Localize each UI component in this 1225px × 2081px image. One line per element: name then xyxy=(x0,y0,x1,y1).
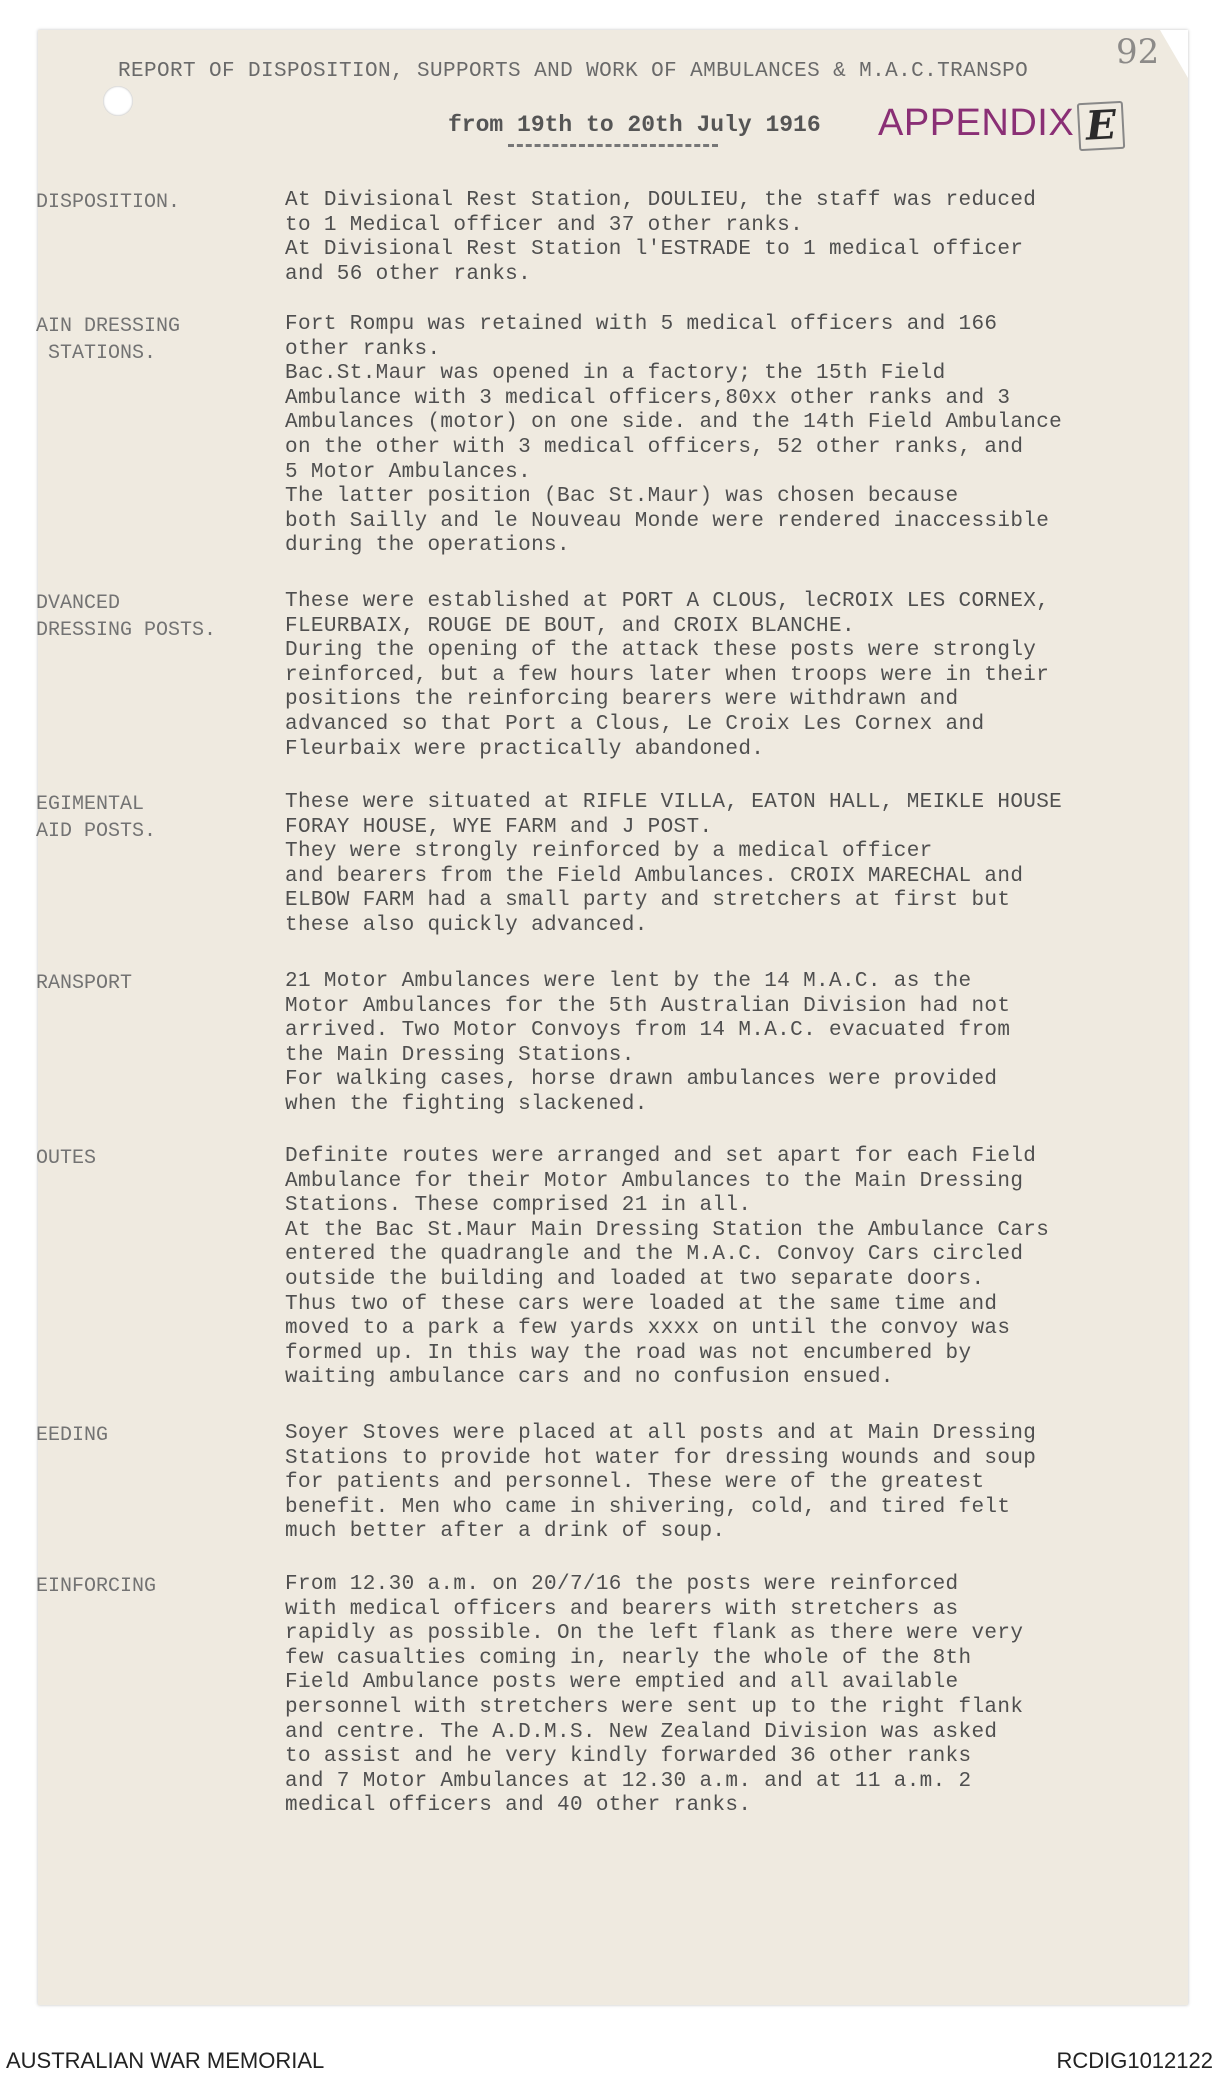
text-line: formed up. In this way the road was not encumbered by xyxy=(285,1341,972,1365)
text-line: advanced so that Port a Clous, Le Croix Les Cornex and xyxy=(285,712,985,736)
section-label: DVANCED DRESSING POSTS. xyxy=(36,592,217,642)
punch-hole xyxy=(103,86,133,116)
text-line: other ranks. xyxy=(285,337,441,361)
section-body xyxy=(285,313,1190,559)
text-line: positions the reinforcing bearers were withdrawn and xyxy=(285,688,959,712)
text-line: At the Bac St.Maur Main Dressing Station the Ambulance Cars xyxy=(285,1218,1050,1242)
text-line: 5 Motor Ambulances. xyxy=(285,460,532,484)
text-line: with medical officers and bearers with stretchers as xyxy=(285,1597,959,1621)
section-label: RANSPORT xyxy=(36,972,133,995)
report-heading: REPORT OF DISPOSITION, SUPPORTS AND WORK OF AMBULANCES & M.A.C.TRANSPO xyxy=(118,60,1029,83)
section-label: AIN DRESSING STATIONS. xyxy=(36,315,181,365)
section-label: EINFORCING xyxy=(36,1575,157,1598)
folded-corner xyxy=(1160,30,1188,78)
section-label: DISPOSITION. xyxy=(36,191,181,214)
text-line: outside the building and loaded at two separate doors. xyxy=(285,1267,985,1291)
text-line: Ambulances (motor) on one side. and the 14th Field Ambulance xyxy=(285,411,1063,435)
text-line: At Divisional Rest Station l'ESTRADE to 1 medical officer xyxy=(285,238,1024,262)
text-line: entered the quadrangle and the M.A.C. Convoy Cars circled xyxy=(285,1243,1024,1267)
text-line: to assist and he very kindly forwarded 36 other ranks xyxy=(285,1745,972,1769)
text-line: these also quickly advanced. xyxy=(285,913,648,937)
text-line: They were strongly reinforced by a medical officer xyxy=(285,840,933,864)
appendix-stamp: APPENDIX xyxy=(878,102,1075,144)
text-line: and 56 other ranks. xyxy=(285,262,532,286)
text-line: Thus two of these cars were loaded at the same time and xyxy=(285,1292,998,1316)
text-line: for patients and personnel. These were of the greatest xyxy=(285,1471,985,1495)
section-body xyxy=(285,1573,1190,1819)
text-line: reinforced, but a few hours later when troops were in their xyxy=(285,663,1050,687)
text-line: benefit. Men who came in shivering, cold, and tired felt xyxy=(285,1495,1011,1519)
text-line: These were situated at RIFLE VILLA, EATON HALL, MEIKLE HOUSE xyxy=(285,791,1063,814)
text-line: Ambulance with 3 medical officers,80xx other ranks and 3 xyxy=(285,386,1011,410)
dates-underline xyxy=(508,144,718,147)
section-body xyxy=(285,970,1190,1118)
text-line: Stations to provide hot water for dressing wounds and soup xyxy=(285,1446,1037,1470)
text-line: few casualties coming in, nearly the whole of the 8th xyxy=(285,1646,972,1670)
text-line: rapidly as possible. On the left flank as there were very xyxy=(285,1622,1024,1646)
text-line: Bac.St.Maur was opened in a factory; the 15th Field xyxy=(285,362,946,386)
text-line: FLEURBAIX, ROUGE DE BOUT, and CROIX BLANCHE. xyxy=(285,614,855,638)
text-line: FORAY HOUSE, WYE FARM and J POST. xyxy=(285,815,713,839)
section-body xyxy=(285,791,1190,939)
section-label: EEDING xyxy=(36,1424,109,1447)
text-line: waiting ambulance cars and no confusion ensued. xyxy=(285,1366,894,1390)
text-line: Ambulance for their Motor Ambulances to the Main Dressing xyxy=(285,1169,1024,1193)
text-line: and bearers from the Field Ambulances. CROIX MARECHAL and xyxy=(285,864,1024,888)
section-body xyxy=(285,1145,1190,1391)
text-line: 21 Motor Ambulances were lent by the 14 M.A.C. as the xyxy=(285,970,972,993)
section-body xyxy=(285,590,1190,762)
text-line: on the other with 3 medical officers, 52 other ranks, and xyxy=(285,435,1024,459)
section-label: OUTES xyxy=(36,1147,97,1170)
appendix-letter: E xyxy=(1077,101,1125,151)
text-line: These were established at PORT A CLOUS, leCROIX LES CORNEX, xyxy=(285,590,1050,613)
footer-record-id: RCDIG1012122 xyxy=(1056,2048,1213,2073)
text-line: Field Ambulance posts were emptied and all available xyxy=(285,1671,959,1695)
text-line: For walking cases, horse drawn ambulances were provided xyxy=(285,1068,998,1092)
page-number: 92 xyxy=(1116,32,1160,72)
text-line: much better after a drink of soup. xyxy=(285,1520,726,1544)
report-dates: from 19th to 20th July 1916 xyxy=(448,112,821,138)
text-line: arrived. Two Motor Convoys from 14 M.A.C. evacuated from xyxy=(285,1019,1011,1043)
text-line: Stations. These comprised 21 in all. xyxy=(285,1194,752,1218)
text-line: Soyer Stoves were placed at all posts and at Main Dressing xyxy=(285,1422,1037,1445)
section-body xyxy=(285,189,1190,287)
text-line: The latter position (Bac St.Maur) was chosen because xyxy=(285,485,959,509)
text-line: during the operations. xyxy=(285,534,570,558)
text-line: At Divisional Rest Station, DOULIEU, the staff was reduced xyxy=(285,189,1037,212)
text-line: and 7 Motor Ambulances at 12.30 a.m. and at 11 a.m. 2 xyxy=(285,1769,972,1793)
text-line: Fleurbaix were practically abandoned. xyxy=(285,737,765,761)
text-line: to 1 Medical officer and 37 other ranks. xyxy=(285,213,804,237)
text-line: and centre. The A.D.M.S. New Zealand Division was asked xyxy=(285,1720,998,1744)
text-line: when the fighting slackened. xyxy=(285,1092,648,1116)
footer-institution: AUSTRALIAN WAR MEMORIAL xyxy=(6,2048,325,2073)
text-line: From 12.30 a.m. on 20/7/16 the posts were reinforced xyxy=(285,1573,959,1596)
text-line: During the opening of the attack these posts were strongly xyxy=(285,639,1037,663)
section-label: EGIMENTAL AID POSTS. xyxy=(36,793,157,843)
text-line: both Sailly and le Nouveau Monde were rendered inaccessible xyxy=(285,509,1050,533)
text-line: Definite routes were arranged and set apart for each Field xyxy=(285,1145,1037,1168)
section-body xyxy=(285,1422,1190,1545)
text-line: medical officers and 40 other ranks. xyxy=(285,1794,752,1818)
text-line: personnel with stretchers were sent up to the right flank xyxy=(285,1695,1024,1719)
text-line: Motor Ambulances for the 5th Australian Division had not xyxy=(285,994,1011,1018)
text-line: the Main Dressing Stations. xyxy=(285,1043,635,1067)
text-line: Fort Rompu was retained with 5 medical officers and 166 xyxy=(285,313,998,336)
text-line: moved to a park a few yards xxxx on until the convoy was xyxy=(285,1317,1011,1341)
text-line: ELBOW FARM had a small party and stretchers at first but xyxy=(285,889,1011,913)
